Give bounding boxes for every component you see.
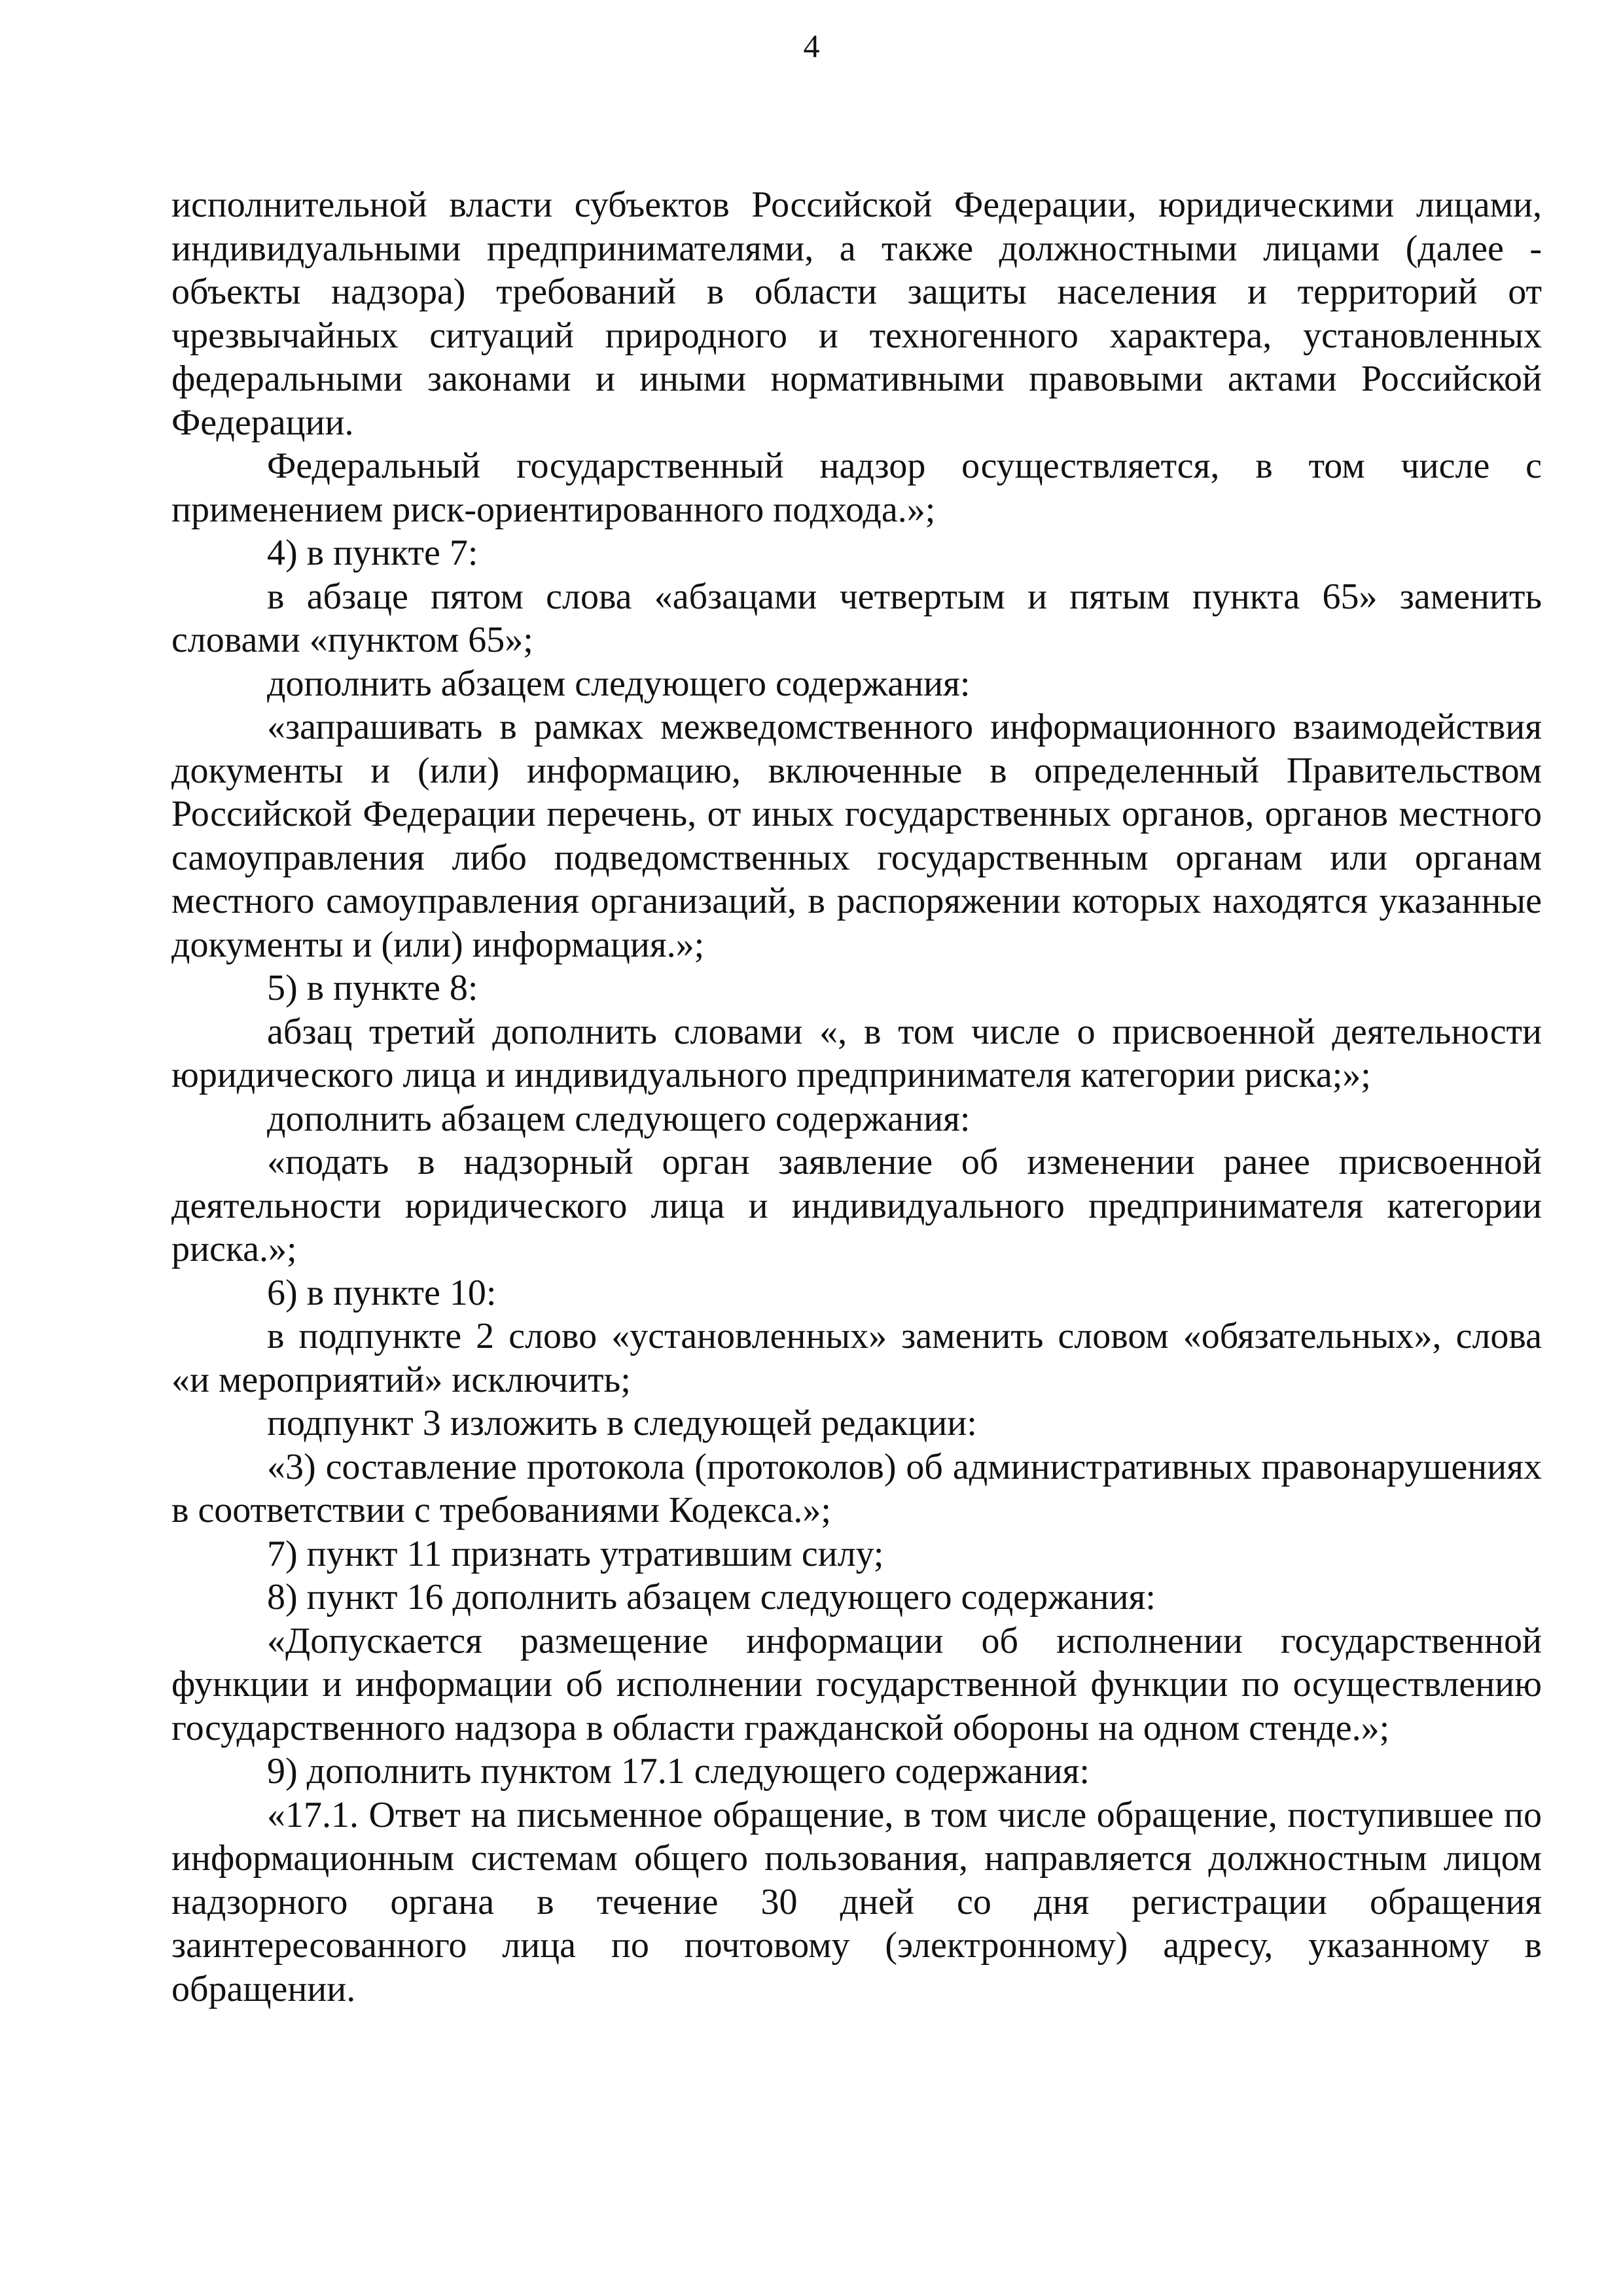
paragraph-5: дополнить абзацем следующего содержания: (267, 663, 971, 704)
paragraph-2: Федеральный государственный надзор осуществляется, в том числе с применением риск-ориентированного подхода.»; (171, 446, 1542, 530)
paragraph-12: в подпункте 2 слово «установленных» заменить словом «обязательных», слова «и мероприятий» исключить; (171, 1316, 1542, 1400)
paragraph-6: «запрашивать в рамках межведомственного информационного взаимодействия документы и (или) информацию, включенные в определенный Правительством Российской Федерации перечень, от иных государственных органов, органов местного самоуправления либо подведомственных государственным органам или органам местного самоуправления организаций, в распоряжении которых находятся указанные документы и (или) информация.»; (171, 707, 1542, 965)
paragraph-8: абзац третий дополнить словами «, в том числе о присвоенной деятельности юридического лица и индивидуального предпринимателя категории риска;»; (171, 1011, 1542, 1095)
page-number: 4 (803, 27, 820, 64)
document-body (171, 183, 1542, 2011)
paragraph-10: «подать в надзорный орган заявление об изменении ранее присвоенной деятельности юридического лица и индивидуального предпринимателя категории риска.»; (171, 1142, 1542, 1269)
paragraph-19: «17.1. Ответ на письменное обращение, в том числе обращение, поступившее по информационным системам общего пользования, направляется должностным лицом надзорного органа в течение 30 дней со дня регистрации обращения заинтересованного лица по почтовому (электронному) адресу, указанному в обращении. (171, 1794, 1542, 2009)
paragraph-3: 4) в пункте 7: (267, 533, 478, 573)
paragraph-7: 5) в пункте 8: (267, 968, 478, 1008)
paragraph-13: подпункт 3 изложить в следующей редакции: (267, 1403, 977, 1443)
paragraph-1: исполнительной власти субъектов Российской Федерации, юридическими лицами, индивидуальными предпринимателями, а также должностными лицами (далее - объекты надзора) требований в области защиты населения и территорий от чрезвычайных ситуаций природного и техногенного характера, установленных федеральными законами и иными нормативными правовыми актами Российской Федерации. (171, 185, 1542, 443)
paragraph-11: 6) в пункте 10: (267, 1272, 497, 1313)
paragraph-15: 7) пункт 11 признать утратившим силу; (267, 1533, 884, 1574)
paragraph-17: «Допускается размещение информации об исполнении государственной функции и информации об исполнении государственной функции по осуществлению государственного надзора в области гражданской обороны на одном стенде.»; (171, 1620, 1542, 1748)
paragraph-16: 8) пункт 16 дополнить абзацем следующего содержания: (267, 1577, 1156, 1617)
paragraph-9: дополнить абзацем следующего содержания: (267, 1098, 971, 1139)
paragraph-4: в абзаце пятом слова «абзацами четвертым и пятым пункта 65» заменить словами «пунктом 65»; (171, 576, 1542, 660)
paragraph-14: «3) составление протокола (протоколов) об административных правонарушениях в соответствии с требованиями Кодекса.»; (171, 1446, 1542, 1530)
paragraph-18: 9) дополнить пунктом 17.1 следующего содержания: (267, 1751, 1090, 1792)
